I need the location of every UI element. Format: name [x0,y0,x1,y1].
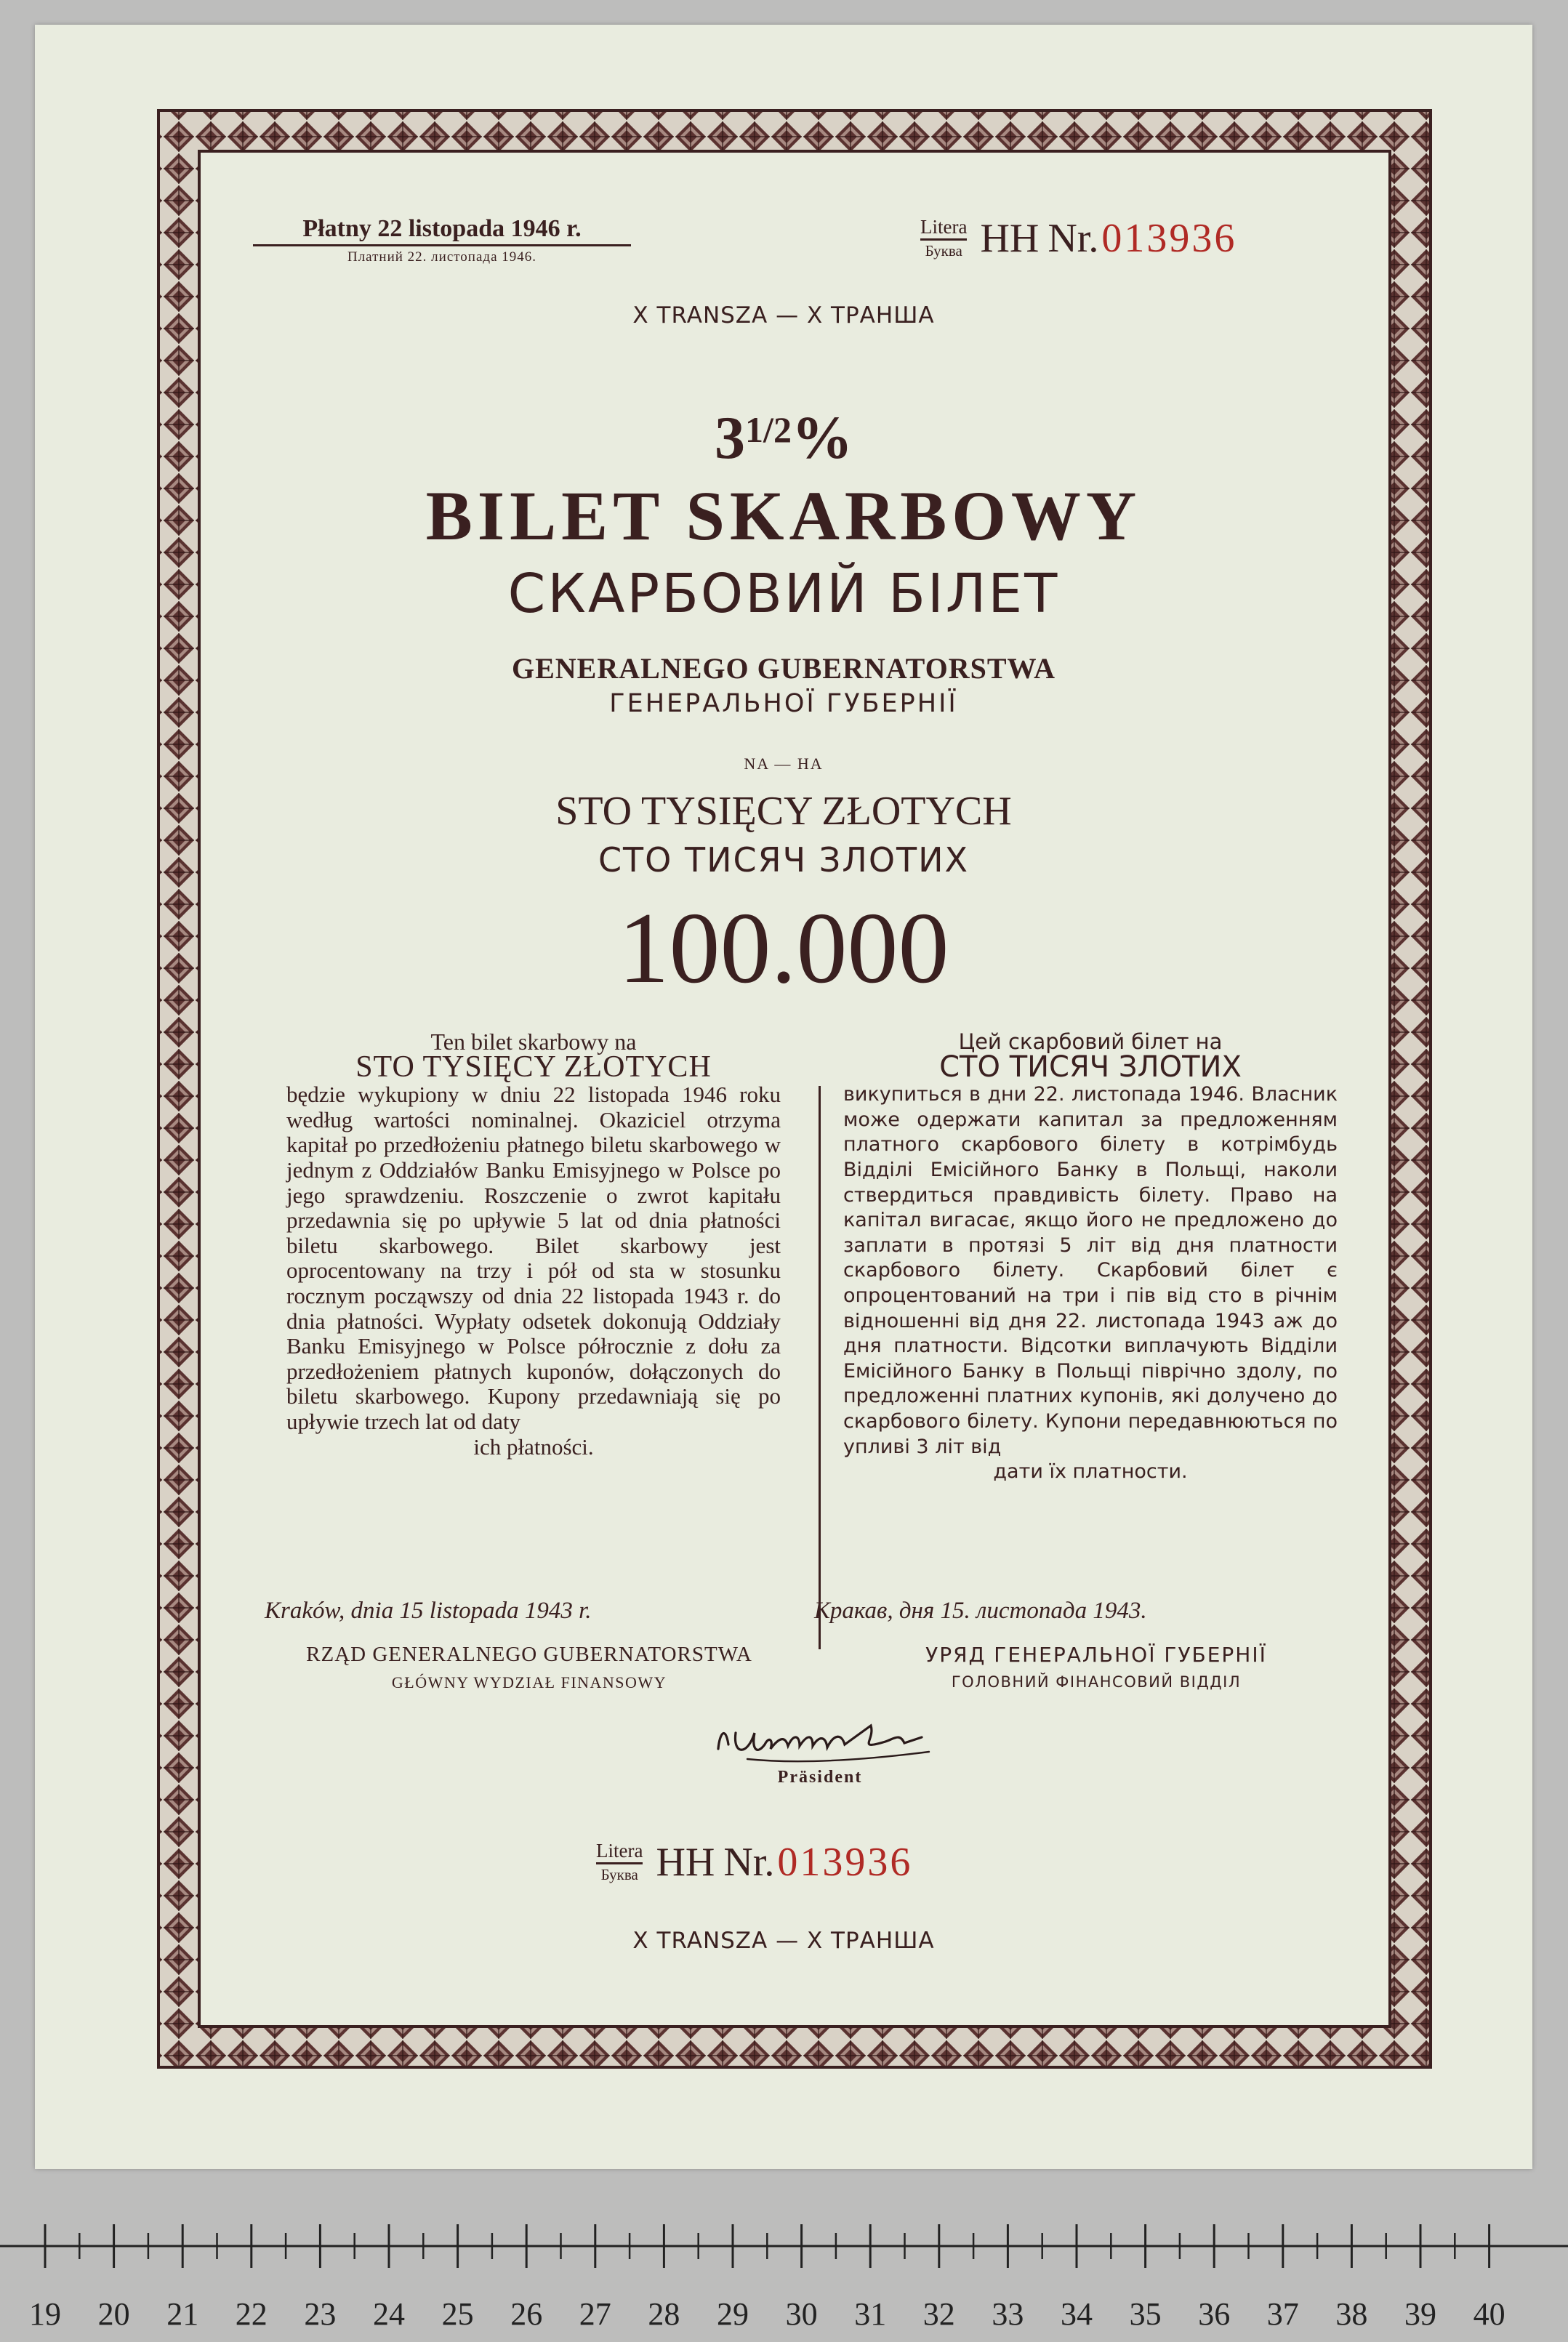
ruler-ticks [0,2217,1568,2297]
rate-fraction: 1/2 [745,409,792,450]
ruler-label: 27 [579,2296,611,2332]
litera-pl-bottom: Litera [596,1840,643,1864]
terms-pl-intro: Ten bilet skarbowy na [430,1029,637,1055]
serial-number-bottom-value: 013936 [777,1840,913,1885]
amount-words-ua: СТО ТИСЯЧ ЗЛОТИХ [598,840,970,880]
ruler-label: 35 [1129,2296,1162,2332]
government-pl: RZĄD GENERALNEGO GUBERNATORSTWA [306,1643,752,1666]
ruler-label: 22 [235,2296,268,2332]
terms-pl-amount: STO TYSIĘCY ZŁOTYCH [355,1050,712,1084]
rate-percent: % [791,404,853,472]
ruler-label: 36 [1198,2296,1231,2332]
ruler-label: 30 [785,2296,818,2332]
ruler-label: 29 [717,2296,749,2332]
amount-words-pl: STO TYSIĘCY ZŁOTYCH [555,789,1012,834]
ruler-label: 26 [510,2296,543,2332]
na-label: NA — HA [744,754,824,773]
serial-number-bottom [596,1839,912,1886]
measuring-ruler [0,2217,1568,2342]
nr-label-bottom: Nr. [723,1840,775,1885]
litera-ua-bottom: Буква [600,1865,638,1883]
ruler-label: 23 [304,2296,337,2332]
litera-ua: Буква [925,241,962,259]
issuer-ua: ГЕНЕРАЛЬНОЇ ГУБЕРНІЇ [609,689,958,718]
terms-pl [286,1029,781,1460]
title-pl: BILET SKARBOWY [425,477,1142,555]
ruler-label: 38 [1335,2296,1368,2332]
payable-date-block [253,215,631,265]
tranche-bottom: X TRANSZA — X ТРАНША [632,1928,935,1954]
tranche-top: X TRANSZA — X ТРАНША [632,302,935,329]
treasury-bill-sheet [35,25,1532,2169]
rate-whole: 3 [715,404,746,472]
ruler-label: 25 [441,2296,474,2332]
terms-ua-intro: Цей скарбовий білет на [958,1029,1223,1054]
litera-label-bottom [596,1840,643,1885]
ruler-label: 20 [97,2296,130,2332]
ruler-label: 39 [1404,2296,1436,2332]
terms-ua-body: викупиться в дни 22. листопада 1946. Власник може одержати капитал за предложенням платного скарбового білету в котрімбудь Відділі Емісійного Банку в Польщі, наколи ствердиться правдивість білету. Право на капітал вигасає, якщо його не предложено до заплати в протязі 5 літ від дня платности скарбового білету. Скарбовий білет є опроцентований на три і пів від сто в річнім відношенні від дня 22. листопада 1943 аж до дня платности. Відсотки виплачують Відділи Емісійного Банку в Польщі піврічно здолу, по предложенні платних купонів, які долучено до скарбового білету. Купони передавнюються по упливі 3 літ від [843,1083,1338,1458]
issuer-pl: GENERALNEGO GUBERNATORSTWA [512,652,1056,685]
ruler-label: 33 [992,2296,1024,2332]
ruler-label: 40 [1473,2296,1505,2332]
terms-pl-last: ich płatności. [473,1433,594,1460]
terms-pl-body: będzie wykupiony w dniu 22 listopada 1946 roku według wartości nominalnej. Okaziciel otrzyma kapitał po przedłożeniu płatnego biletu skarbowego w jednym z Oddziałów Banku Emisyjnego w Polsce po jego sprawdzeniu. Roszczenie o zwrot kapitału przedawnia się po upływie 5 lat od dnia płatności biletu skarbowego. Bilet skarbowy jest oprocentowany na trzy i pół od sta w stosunku rocznym począwszy od dnia 22 listopada 1943 r. do dnia płatności. Wypłaty odsetek dokonują Oddziały Banku Emisyjnego w Polsce półrocznie z dołu za przedłożeniem płatnych kuponów, dołączonych do biletu skarbowego. Kupony przedawniają się po upływie trzech lat od daty [286,1082,781,1434]
terms-ua-last: дати їх платности. [993,1460,1188,1484]
title-ua: СКАРБОВИЙ БІЛЕТ [507,563,1060,625]
litera-pl: Litera [920,217,967,241]
payable-date-ua: Платний 22. листопада 1946. [347,249,537,265]
interest-rate [35,403,1532,473]
ruler-label: 32 [922,2296,955,2332]
ruler-label: 34 [1061,2296,1093,2332]
place-date-ua: Кракав, дня 15. листопада 1943. [814,1598,1147,1624]
amount-number: 100.000 [618,892,949,1005]
ruler-label: 37 [1266,2296,1299,2332]
series-letters-bottom: HH [656,1840,715,1885]
litera-label [920,217,967,261]
ruler-label: 19 [29,2296,61,2332]
ruler-label: 21 [166,2296,199,2332]
government-ua: УРЯД ГЕНЕРАЛЬНОЇ ГУБЕРНІЇ [925,1643,1267,1667]
place-date-pl: Kraków, dnia 15 listopada 1943 r. [265,1598,592,1624]
column-divider [819,1086,821,1649]
terms-ua [843,1029,1338,1485]
series-letters: HH [980,216,1040,261]
payable-date-pl: Płatny 22 listopada 1946 r. [253,215,631,246]
signatory-role: Präsident [777,1768,863,1787]
terms-ua-amount: СТО ТИСЯЧ ЗЛОТИХ [939,1050,1242,1084]
serial-number: 013936 [1101,216,1237,261]
ruler-label: 28 [648,2296,680,2332]
serial-number-top [920,215,1237,262]
department-pl: GŁÓWNY WYDZIAŁ FINANSOWY [391,1673,667,1691]
ruler-label: 31 [854,2296,887,2332]
ruler-label: 24 [373,2296,405,2332]
president-signature [704,1704,951,1769]
department-ua: ГОЛОВНИЙ ФІНАНСОВИЙ ВІДДІЛ [951,1673,1242,1691]
signature-scribble [704,1704,951,1769]
nr-label: Nr. [1048,216,1099,261]
